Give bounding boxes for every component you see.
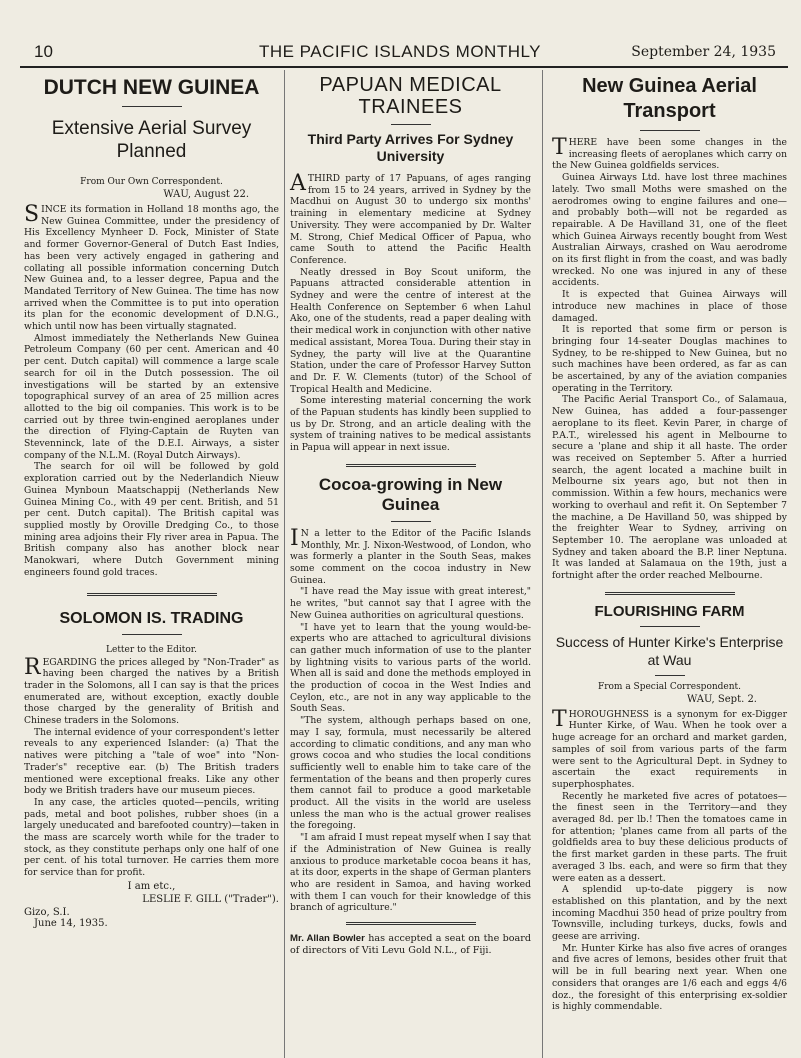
header-rule bbox=[20, 66, 788, 68]
paragraph: The Pacific Aerial Transport Co., of Salamaua, New Guinea, has added a four-passenger aeroplane to its fleet. Kevin Parer, in charge of P.A.T., wirelessed his agent in Melbourne to secure a 'plane and ship it all haste. The order was received on September 5. After a hurried search, the agent located a machine built in Melbourne six years ago, but not then in commission. Within a few hours, mechanics were working to overhaul and refit it. On September 7 the machine, a De Havilland 50, was shipped by the freighter Wear to Sydney, arriving on September 10. The aeroplane was unloaded at Sydney and taken aboard the B.P. liner Neptuna. It was landed at Salamaua on the 19th, just a fortnight after the order reached Melbourne. bbox=[552, 394, 787, 582]
article-body bbox=[24, 204, 279, 579]
drop-cap: T bbox=[552, 706, 567, 732]
news-note bbox=[290, 933, 531, 957]
page-number: 10 bbox=[34, 42, 53, 61]
dateline: WAU, August 22. bbox=[163, 189, 249, 200]
paragraph: It is reported that some firm or person is bringing four 14-seater Douglas machines to Sydney, to be re-shipped to New Guinea, but no such machines have been ordered, as far as can be ascertained, by any of the aviation companies operating in the Territory. bbox=[552, 324, 787, 394]
closing: I am etc., bbox=[127, 880, 176, 892]
drop-cap: I bbox=[290, 525, 299, 551]
paragraph: Mr. Hunter Kirke has also five acres of oranges and five acres of lemons, besides other fruit that will be in full bearing next year. When one considers that oranges are 1/6 each and eggs 4/6 doz., the foresight of this enterprising ex-soldier is highly commendable. bbox=[552, 942, 787, 1013]
column-2 bbox=[290, 70, 531, 957]
paragraph: "The system, although perhaps based on one, may I say, formula, must necessarily be altered according to climatic conditions, and any man who grows cocoa and who studies the local conditions sufficiently well to enable him to take care of the fermentation of the beans and then properly cures them cannot fail to produce a good marketable product. All the visits in the world are useless unless the man who is the actual grower realises the foregoing. bbox=[290, 715, 531, 832]
paragraph: Neatly dressed in Boy Scout uniform, the Papuans attracted considerable attention in Sydney and were the centre of interest at the Health Conference on September 6 when Lahul Ako, one of the students, read a paper dealing with their medical work in conjunction with other native medical assistant, Morea Toua. During their stay in Sydney, the party will live at the Quarantine Station, under the care of Professor Harvey Sutton and Dr. F. W. Clements (tutor) of the School of Tropical Health and Medicine. bbox=[290, 266, 531, 395]
divider bbox=[122, 106, 182, 107]
paragraph bbox=[290, 173, 531, 267]
place: Gizo, S.I. bbox=[24, 906, 70, 918]
dateline: WAU, Sept. 2. bbox=[687, 693, 757, 705]
article-headline: Cocoa-growing in New Guinea bbox=[318, 474, 503, 514]
divider bbox=[122, 634, 182, 635]
paragraph-text: N a letter to the Editor of the Pacific Islands Monthly, Mr. J. Nixon-Westwood, of London, who was formerly a planter in the South Seas, makes some comment on the cocoa industry in New Guinea. bbox=[290, 527, 531, 586]
double-rule bbox=[346, 922, 476, 925]
article-headline: Success of Hunter Kirke's Enterprise at Wau bbox=[555, 633, 784, 668]
column-divider bbox=[542, 70, 543, 1058]
paragraph: The search for oil will be followed by gold exploration carried out by the Nederlandich Nieuw Guinea Mynboun Maatschappij (Netherlands New Guinea Mining Co., with 49 per cent. British, and 51 per cent. Dutch capital). The British capital was supplied mostly by Oroville Dredging Co., to those mining area adjoins their Fly river area in Papua. The British company also has another block near Manokwari, where Dutch Government mining engineers found gold traces. bbox=[24, 461, 279, 578]
note-name: Mr. Allan Bowler bbox=[290, 933, 365, 945]
column-divider bbox=[284, 70, 285, 1058]
signature: LESLIE F. GILL ("Trader"). bbox=[142, 893, 279, 905]
drop-cap: R bbox=[24, 654, 41, 680]
column-1 bbox=[24, 70, 279, 929]
drop-cap: T bbox=[552, 135, 567, 160]
paragraph-text: HERE have been some changes in the increasing fleets of aeroplanes which carry on the New Guinea goldfields services. bbox=[552, 137, 787, 172]
paragraph: A splendid up-to-date piggery is now established on this plantation, and by the next incoming Macdhui 350 head of prize poultry from Townsville, including turkeys, ducks, fowls and geese are arriving. bbox=[552, 884, 787, 943]
paragraph bbox=[24, 654, 279, 727]
paragraph: Guinea Airways Ltd. have lost three machines lately. Two small Moths were smashed on the aerodromes owing to engine failures and one—and probably both—will not be regarded as repairable. A De Havilland 31, one of the fleet which Guinea Airways recently bought from West Australian Airways, crashed on Wau aerodrome on its first flight in from the coast, and was badly wrecked. No one was injured in any of these accidents. bbox=[552, 172, 787, 289]
double-rule bbox=[87, 593, 217, 596]
article-headline: SOLOMON IS. TRADING bbox=[59, 609, 244, 627]
byline: From Our Own Correspondent. bbox=[80, 177, 223, 187]
column-3 bbox=[552, 70, 787, 1013]
paragraph: "I am afraid I must repeat myself when I say that if the Administration of New Guinea is really anxious to produce marketable cocoa beans it has, at its door, experts in the shape of German planters who are resident in Samoa, and having worked with them I can vouch for their knowledge of this branch of agriculture." bbox=[290, 832, 531, 914]
section-title: DUTCH NEW GUINEA bbox=[43, 76, 260, 99]
divider bbox=[655, 675, 685, 676]
note-text: has accepted a seat on the board of directors of Viti Levu Gold N.L., of Fiji. bbox=[290, 933, 531, 957]
paragraph bbox=[552, 137, 787, 172]
article-body bbox=[552, 137, 787, 582]
article-body bbox=[290, 173, 531, 454]
paragraph-text: EGARDING the prices alleged by "Non-Trader" as having been charged the natives by a British trader in the Solomons, all I can say is that the prices enumerated are, without exception, exactly double those charged by the generality of British and Chinese traders in the Solomons. bbox=[24, 656, 279, 727]
paragraph: Some interesting material concerning the work of the Papuan students has kindly been supplied to us by Dr. Strong, and an article dealing with the system of training natives to be medical assistants in Papua will appear in next issue. bbox=[290, 395, 531, 454]
drop-cap: A bbox=[290, 171, 306, 196]
paragraph: "I have read the May issue with great interest," he writes, "but cannot say that I agree with the New Guinea authorities on agricultural questions. bbox=[290, 586, 531, 621]
paragraph: "I have yet to learn that the young would-be-experts who are attached to agricultural divisions can gather much information of use to the planter by lightning visits to various parts of the world. When all is said and done the methods employed in the production of cocoa in the West Indies and Ceylon, etc., are not in any way applicable to the South Seas. bbox=[290, 621, 531, 715]
paragraph bbox=[24, 204, 279, 333]
double-rule bbox=[605, 592, 735, 595]
page-header bbox=[20, 40, 780, 64]
divider bbox=[640, 626, 700, 627]
paragraph-text: INCE its formation in Holland 18 months ago, the New Guinea Committee, under the presidency of His Excellency Mynheer D. Fock, Minister of State and former Governor-General of Dutch East Indies, has been very actively engaged in gathering and collating all possible information concerning Dutch New Guinea and, to a lesser degree, Papua and the Mandated Territory of New Guinea. The time has now arrived when the Committee is to put into operation its plan for the economic development of D.N.G., which until now has been virtually stagnated. bbox=[24, 204, 279, 333]
paragraph bbox=[290, 525, 531, 587]
article-body bbox=[290, 525, 531, 914]
letter-date: June 14, 1935. bbox=[34, 917, 108, 929]
divider bbox=[391, 124, 431, 125]
article-headline: Extensive Aerial Survey Planned bbox=[51, 118, 252, 162]
article-body bbox=[24, 654, 279, 879]
issue-date: September 24, 1935 bbox=[631, 44, 776, 60]
paragraph: The internal evidence of your correspondent's letter reveals to any experienced Islander: (a) That the natives were pitching a "tale of woe" into "Non-Trader's" receptive ear. (b) The British traders mentioned were exceptional freaks. Like any other body we British traders have our museum pieces. bbox=[24, 726, 279, 797]
paragraph-text: THIRD party of 17 Papuans, of ages ranging from 15 to 24 years, arrived in Sydney by the Macdhui on August 30 to undergo six months' training in elementary medicine at Sydney University. They were accompanied by Dr. Walter M. Strong, Chief Medical Officer of Papua, who came South to attend the Pacific Health Conference. bbox=[290, 173, 531, 266]
article-headline: Third Party Arrives For Sydney University bbox=[307, 131, 514, 164]
masthead: THE PACIFIC ISLANDS MONTHLY bbox=[258, 42, 542, 61]
drop-cap: S bbox=[24, 202, 40, 227]
double-rule bbox=[346, 464, 476, 467]
divider bbox=[640, 130, 700, 131]
section-title: PAPUAN MEDICAL TRAINEES bbox=[319, 74, 502, 118]
section-title: FLOURISHING FARM bbox=[594, 602, 745, 620]
article-body bbox=[552, 706, 787, 1013]
divider bbox=[391, 521, 431, 522]
paragraph bbox=[552, 706, 787, 791]
paragraph-text: HOROUGHNESS is a synonym for ex-Digger Hunter Kirke, of Wau. When he took over a huge acreage for an orchard and market garden, samples of soil from various parts of the farm were sent to the Agricultural Dept. in Sydney to ascertain the exact requirements in superphosphates. bbox=[552, 708, 787, 790]
paragraph: Recently he marketed five acres of potatoes—the finest seen in the Territory—and they averaged 8d. per lb.! Then the tomatoes came in for attention; 'planes came from all parts of the goldfields area to buy these delicious products of the first market garden in these parts. The fruit averaged 3 lbs. each, and were so firm that they were eaten as a dessert. bbox=[552, 790, 787, 884]
byline: Letter to the Editor. bbox=[106, 644, 197, 655]
paragraph: In any case, the articles quoted—pencils, writing pads, metal and boot polishes, rubber shoes (in a largely uneducated and barefooted country)—taken in the mass are scarcely worth while for the trader to stock, as they constitute perhaps only one half of one per cent. of his total turnover. He carries them more for service than for profit. bbox=[24, 796, 279, 879]
paragraph: Almost immediately the Netherlands New Guinea Petroleum Company (60 per cent. American and 40 per cent. Dutch capital) will commence a large scale search for oil in the Dutch possession. The oil investigations will be started by an extensive topographical survey of an area of 25 million acres allotted to the big oil companies. This work is to be carried out by three twin-engined aeroplanes under the direction of Flying-Captain de Ruyten van Stevenninck, late of the D.E.I. Airways, a sister company of the N.L.M. (Royal Dutch Airways). bbox=[24, 332, 279, 461]
article-headline: New Guinea Aerial Transport bbox=[582, 75, 757, 122]
paragraph: It is expected that Guinea Airways will introduce new machines in place of those damaged. bbox=[552, 289, 787, 324]
byline: From a Special Correspondent. bbox=[597, 681, 742, 692]
